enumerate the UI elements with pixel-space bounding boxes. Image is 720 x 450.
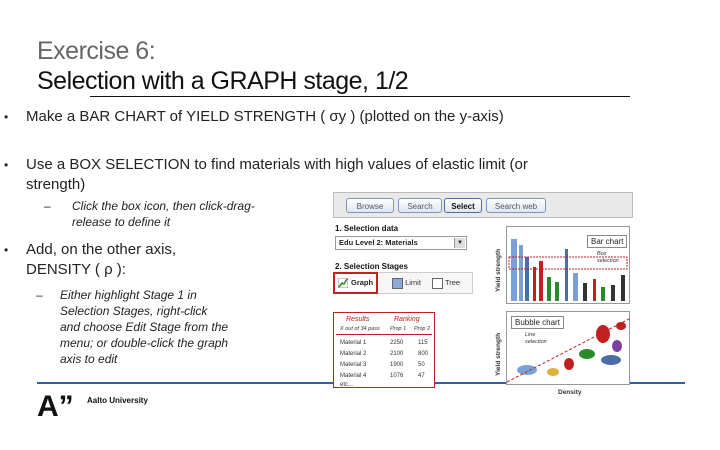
bubble[interactable] [601,355,621,365]
bar[interactable] [555,282,559,301]
bubble-chart-xlabel: Density [558,389,582,396]
row-name: Material 2 [340,351,367,357]
graph-icon [338,278,348,288]
sub-bullet-1 [44,198,262,230]
sub-bullet-2 [36,287,230,367]
box-selection-note: Box selection [597,251,619,264]
ranking-header: Ranking [394,316,420,323]
row-prop1: 2250 [390,340,404,346]
table-row[interactable] [340,373,366,379]
dropdown-value: Edu Level 2: Materials [339,238,418,247]
bubble-chart-tag: Bubble chart [511,316,564,329]
line-selection-note: Line selection [525,332,547,345]
title-underline [90,96,630,97]
row-prop2: 115 [418,340,428,346]
row-prop1: 1076 [390,373,404,379]
logo-mark: A” [37,390,74,423]
results-divider [336,334,432,335]
bar[interactable] [573,273,578,301]
bubble[interactable] [579,349,595,359]
row-prop2: 47 [418,373,425,379]
sub-bullet-dash: – [36,288,43,302]
bar[interactable] [511,239,517,301]
results-header: Results [346,316,370,323]
aalto-logo-icon [37,392,79,422]
selection-data-label: 1. Selection data [335,224,399,233]
database-dropdown[interactable] [335,236,467,250]
title-line-2: Selection with a GRAPH stage, 1/2 [37,67,409,95]
bar[interactable] [583,283,587,301]
bar[interactable] [593,279,596,301]
bullet-2 [4,155,531,195]
row-name: Material 4 [340,373,367,379]
row-prop1: 1900 [390,362,404,368]
bar[interactable] [621,275,625,301]
bubble[interactable] [616,322,626,330]
bar-chart-ylabel: Yield strength [495,248,502,292]
sub-bullet-2-text: Either highlight Stage 1 in Selection Stages, right-click and choose Edit Stage from the menu; or double-click the graph axis to edit [60,288,229,366]
table-row[interactable] [340,362,366,368]
bubble[interactable] [547,368,559,376]
bar[interactable] [539,261,543,301]
row-prop2: 800 [418,351,429,357]
bullet-dot: • [4,158,9,172]
bar-chart-tag: Bar chart [587,235,627,248]
sub-bullet-dash: – [44,199,51,213]
selection-stages-label: 2. Selection Stages [335,262,408,271]
bubble[interactable] [612,340,622,352]
row-name: Material 3 [340,362,367,368]
bubble[interactable] [596,325,610,343]
bar[interactable] [519,245,523,301]
tree-stage-label: Tree [444,278,461,287]
bubble[interactable] [564,358,574,370]
bullet-2-text: Use a BOX SELECTION to find materials with high values of elastic limit (or strength) [26,156,528,193]
limit-icon [392,278,403,289]
bar-chart-panel[interactable] [506,226,630,304]
results-count: X out of 34 pass [340,326,380,332]
bubble-chart-panel[interactable] [506,311,630,385]
bullet-1-text: Make a BAR CHART of YIELD STRENGTH ( σy ) (plotted on the y-axis) [26,108,504,125]
bubble[interactable] [517,365,537,375]
bullet-3 [4,240,221,280]
bar[interactable] [611,285,615,301]
prop1-header: Prop 1 [390,326,407,332]
row-prop1: 2100 [390,351,404,357]
row-prop2: 50 [418,362,425,368]
bar[interactable] [547,277,551,301]
bar[interactable] [525,257,529,301]
ces-toolbar [333,192,633,218]
select-button[interactable]: Select [444,198,482,213]
results-etc: etc... [340,382,354,388]
prop2-header: Prop 2 [414,326,431,332]
sub-bullet-1-text: Click the box icon, then click-drag-release to define it [72,199,255,229]
slide-title [37,36,408,96]
logo-text: Aalto University [87,396,148,405]
browse-button[interactable]: Browse [346,198,394,213]
bullet-dot: • [4,110,9,124]
chevron-down-icon[interactable]: ▼ [454,238,465,248]
graph-stage-button[interactable] [333,272,378,294]
search-button[interactable]: Search [398,198,442,213]
graph-stage-label: Graph [351,278,374,287]
title-line-1: Exercise 6: [37,37,156,65]
row-name: Material 1 [340,340,367,346]
bar[interactable] [533,267,536,301]
tree-stage-button[interactable] [432,272,460,294]
limit-stage-button[interactable] [392,272,421,294]
tree-icon [432,278,443,289]
limit-stage-label: Limit [405,278,421,287]
table-row[interactable] [340,351,366,357]
bullet-1 [4,107,526,127]
table-row[interactable] [340,340,366,346]
bullet-dot: • [4,243,9,257]
search-web-button[interactable]: Search web [486,198,546,213]
bar[interactable] [601,287,605,301]
bullet-3-text: Add, on the other axis, DENSITY ( ρ ): [26,241,177,278]
bubble-chart-ylabel: Yield strength [495,332,502,376]
results-panel [333,312,435,388]
